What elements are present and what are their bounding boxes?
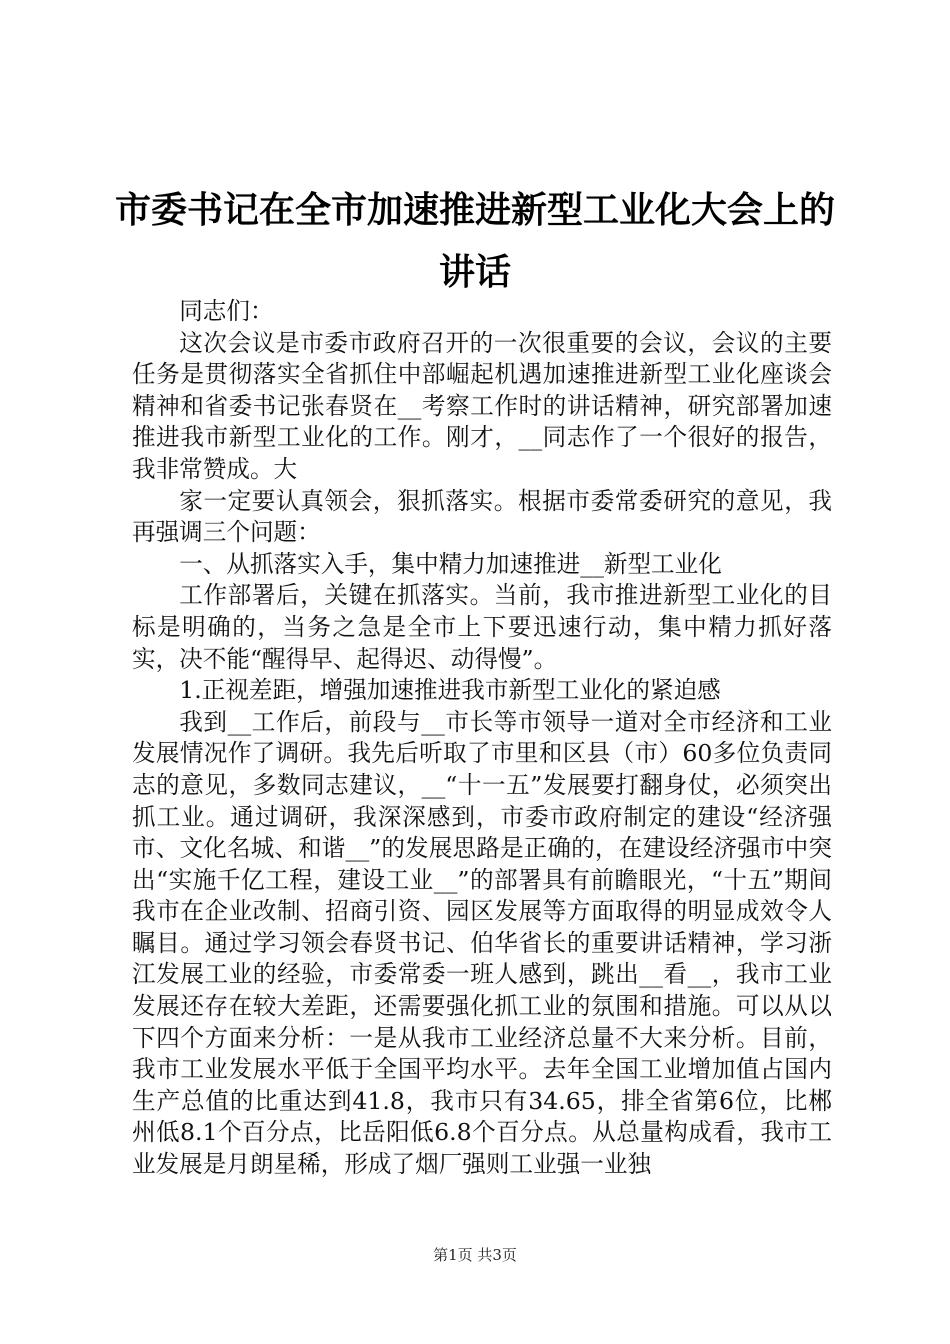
- document-title: [110, 180, 840, 304]
- salutation: 同志们：: [179, 297, 274, 325]
- title-line-1: 市委书记在全市加速推进新型工业化大会上的: [114, 190, 835, 231]
- paragraph: 这次会议是市委市政府召开的一次很重要的会议，会议的主要任务是贯彻落实全省抓住中部崛起机遇加速推进新型工业化座谈会精神和省委书记张春贤在__考察工作时的讲话精神，研究部署加速推进我市新型工业化的工作。刚才，__同志作了一个很好的报告，我非常赞成。大: [132, 328, 832, 483]
- paragraph: 家一定要认真领会，狠抓落实。根据市委常委研究的意见，我再强调三个问题：: [132, 486, 832, 547]
- title-line-2: 讲话: [438, 252, 511, 293]
- section-heading: 一、从抓落实入手，集中精力加速推进__新型工业化: [179, 549, 722, 578]
- paragraph: 我到__工作后，前段与__市长等市领导一道对全市经济和工业发展情况作了调研。我先后听取了市里和区县（市）60多位负责同志的意见，多数同志建议，__“十一五”发展要打翻身仗，必须突出抓工业。通过调研，我深深感到，市委市政府制定的建设“经济强市、文化名城、和谐__”的发展思路是正确的，在建设经济强市中突出“实施千亿工程，建设工业__”的部署具有前瞻眼光，“十五”期间我市在企业改制、招商引资、园区发展等方面取得的明显成效令人瞩目。通过学习领会春贤书记、伯华省长的重要讲话精神，学习浙江发展工业的经验，市委常委一班人感到，跳出__看__，我市工业发展还存在较大差距，还需要强化抓工业的氛围和措施。可以从以下四个方面来分析：一是从我市工业经济总量不大来分析。目前，我市工业发展水平低于全国平均水平。去年全国工业增加值占国内生产总值的比重达到41.8，我市只有34.65，排全省第6位，比郴州低8.1个百分点，比岳阳低6.8个百分点。从总量构成看，我市工业发展是月朗星稀，形成了烟厂强则工业强一业独: [132, 707, 832, 1179]
- subsection-heading: 1.正视差距，增强加速推进我市新型工业化的紧迫感: [179, 676, 721, 705]
- paragraph: 工作部署后，关键在抓落实。当前，我市推进新型工业化的目标是明确的，当务之急是全市上下要迅速行动，集中精力抓好落实，决不能“醒得早、起得迟、动得慢”。: [132, 581, 832, 673]
- page-number-footer: 第1页 共3页: [433, 1246, 517, 1264]
- document-body: [132, 296, 832, 1181]
